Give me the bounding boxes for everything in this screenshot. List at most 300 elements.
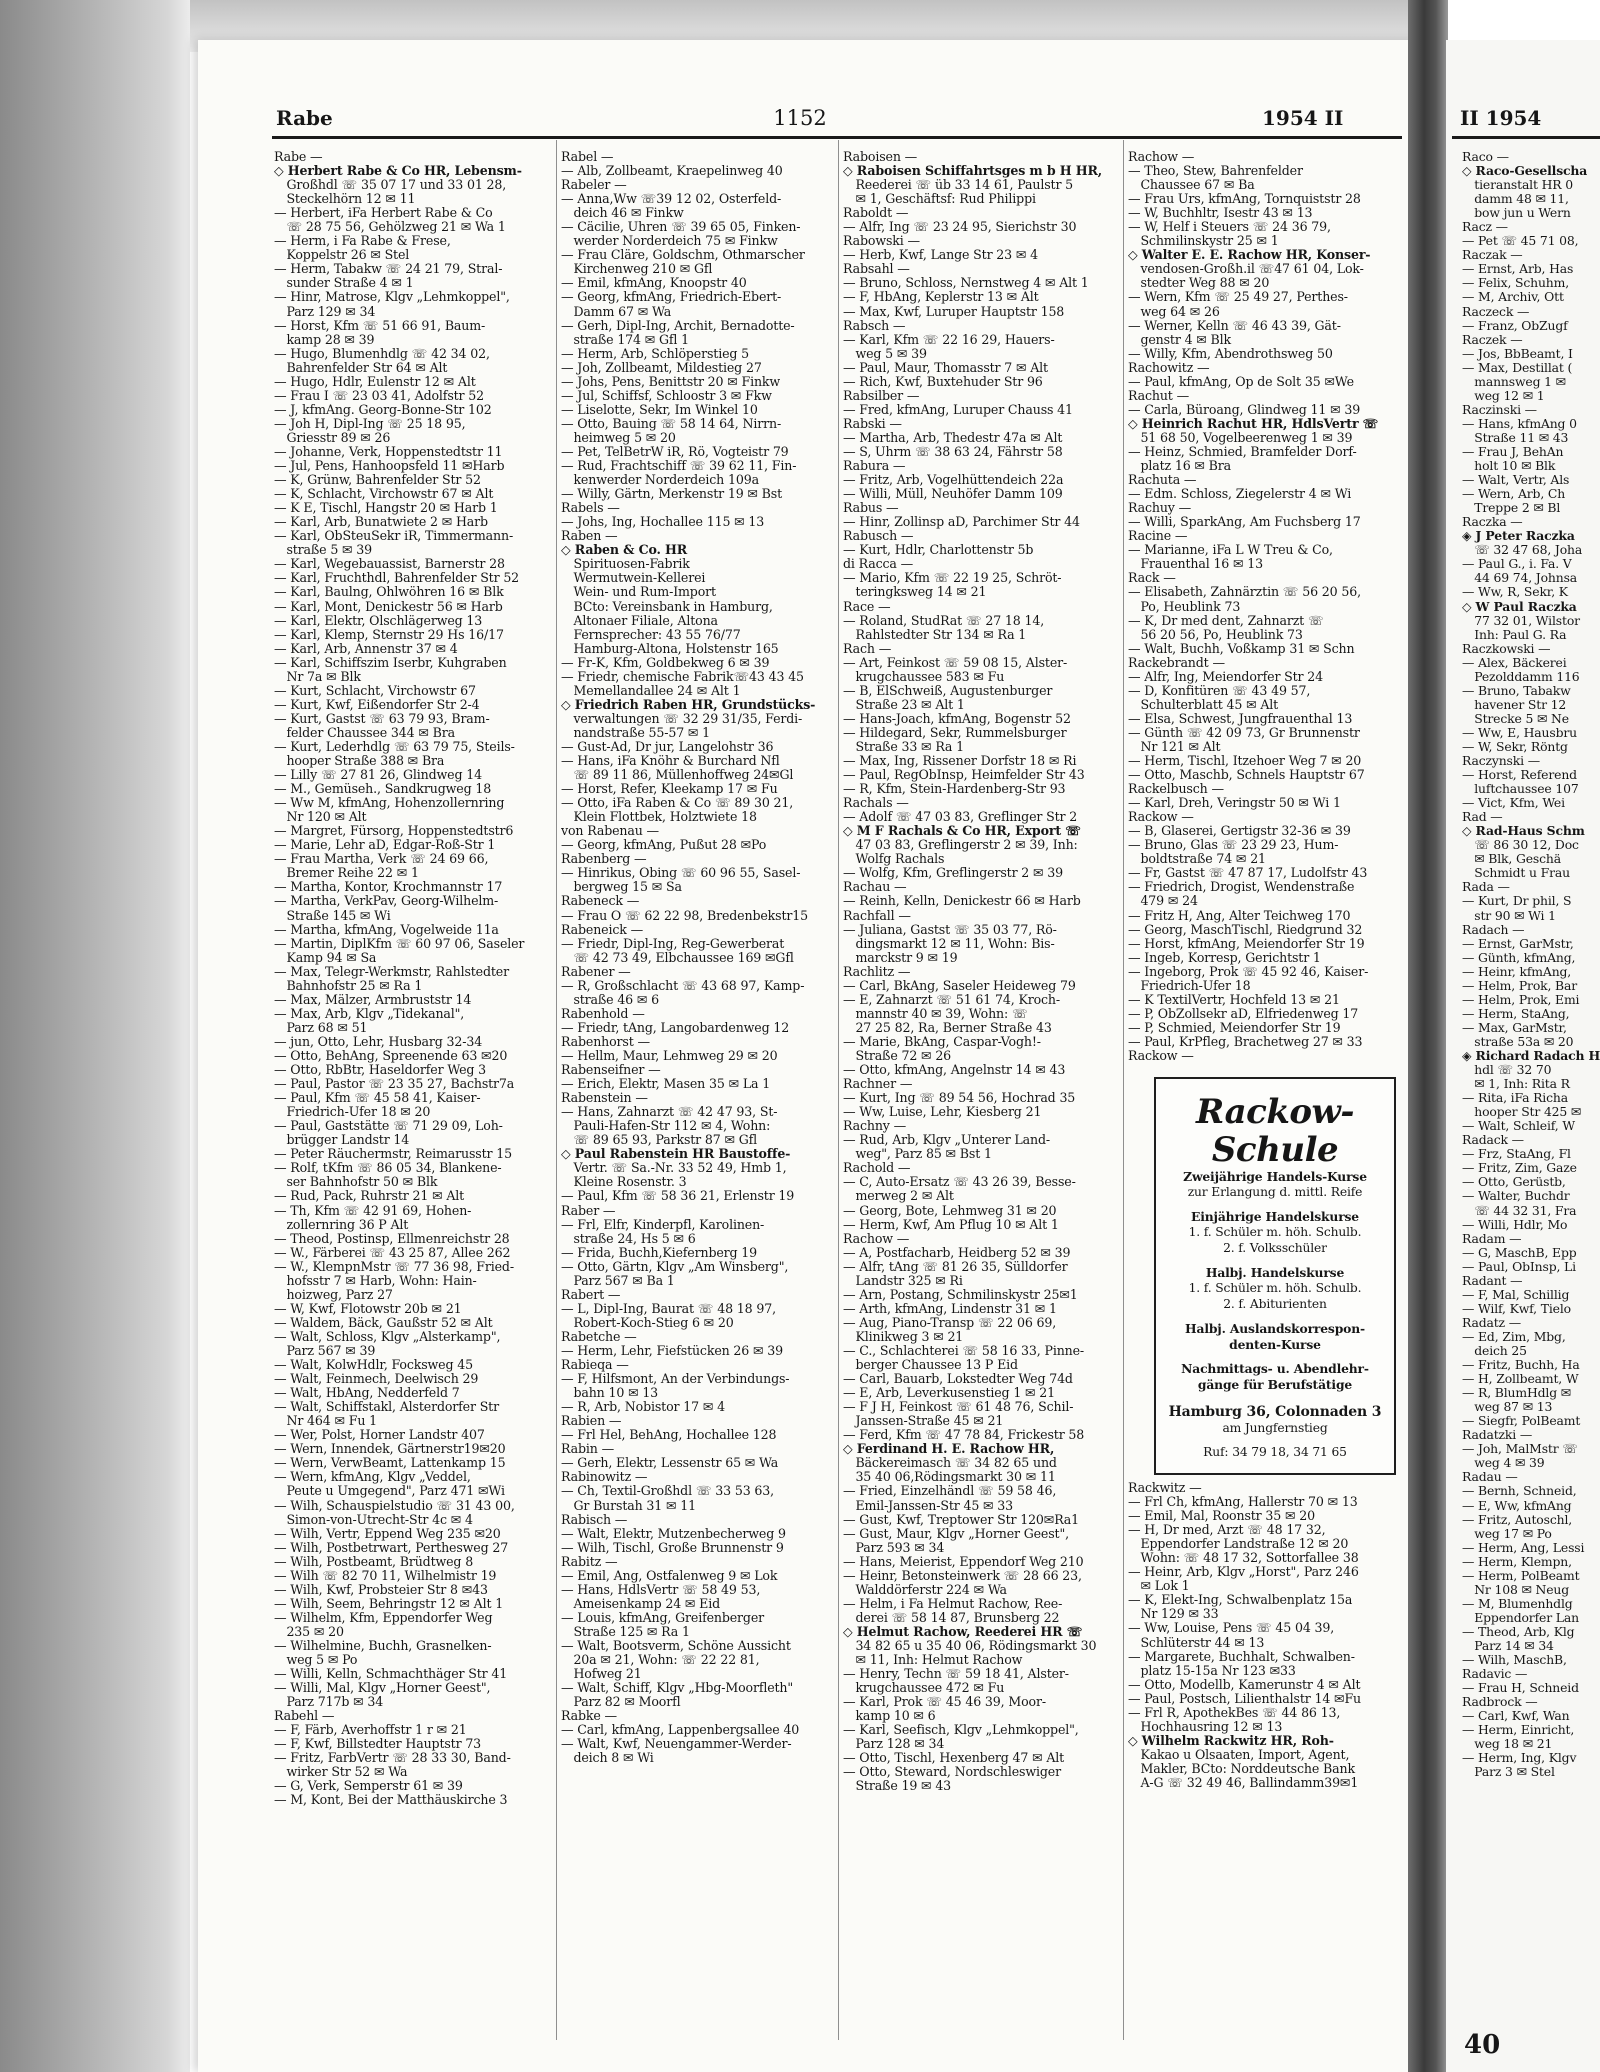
- directory-entry: Frauenthal 16 ✉ 13: [1128, 557, 1264, 572]
- directory-entry: — Georg, Bote, Lehmweg 31 ✉ 20: [843, 1203, 1057, 1218]
- directory-entry: — E, Arb, Leverkusenstieg 1 ✉ 21: [843, 1386, 1056, 1401]
- directory-entry: krugchaussee 472 ✉ Fu: [843, 1681, 1005, 1696]
- directory-entry: weg 17 ✉ Po: [1462, 1526, 1552, 1541]
- directory-entry: Kakao u Olsaaten, Import, Agent,: [1128, 1747, 1350, 1762]
- directory-entry: Inh: Paul G. Ra: [1462, 627, 1567, 642]
- directory-entry: — Emil, kfmAng, Knoopstr 40: [561, 276, 747, 291]
- directory-entry: — Rita, iFa Richa: [1462, 1091, 1568, 1106]
- directory-entry: weg 64 ✉ 26: [1128, 304, 1220, 319]
- directory-entry: Makler, BCto: Norddeutsche Bank: [1128, 1761, 1355, 1776]
- directory-entry: Bahnhofstr 25 ✉ Ra 1: [274, 978, 423, 993]
- directory-entry: — Otto, iFa Raben & Co ☏ 89 30 21,: [561, 796, 794, 811]
- surname-heading: Radam —: [1462, 1231, 1522, 1246]
- surname-heading: Rabetche —: [561, 1329, 637, 1344]
- directory-entry: — Friedr, tAng, Langobardenweg 12: [561, 1020, 790, 1035]
- firm-entry: ◇ Walter E. E. Rachow HR, Konser-: [1128, 248, 1371, 263]
- directory-entry: — Th, Kfm ☏ 42 91 69, Hohen-: [274, 1203, 472, 1218]
- directory-entry: — E, Zahnarzt ☏ 51 61 74, Kroch-: [843, 992, 1060, 1007]
- directory-entry: genstr 4 ✉ Blk: [1128, 332, 1232, 347]
- surname-heading: Rabien —: [561, 1414, 622, 1429]
- directory-entry: Steckelhörn 12 ✉ 11: [274, 192, 416, 207]
- directory-entry: Kamp 94 ✉ Sa: [274, 950, 377, 965]
- directory-entry: — F, Färb, Averhoffstr 1 r ✉ 21: [274, 1723, 467, 1738]
- directory-entry: brügger Landstr 14: [274, 1133, 410, 1148]
- running-head-right: 1954 II: [1262, 106, 1344, 130]
- directory-entry: Klein Flottbek, Holztwiete 18: [561, 810, 757, 825]
- surname-heading: Rabke —: [561, 1709, 617, 1724]
- surname-heading: Rackwitz —: [1128, 1481, 1202, 1496]
- firm-entry: ◇ Herbert Rabe & Co HR, Lebensm-: [274, 164, 522, 179]
- directory-entry: — Horst, kfmAng, Meiendorfer Str 19: [1128, 936, 1365, 951]
- directory-entry: Nr 120 ✉ Alt: [274, 810, 367, 825]
- surname-heading: Rabieqa —: [561, 1358, 629, 1373]
- directory-entry: — Frl Ch, kfmAng, Hallerstr 70 ✉ 13: [1128, 1495, 1358, 1510]
- ad-course-line: 2. f. Volksschüler: [1223, 1240, 1327, 1255]
- directory-entry: 20a ✉ 21, Wohn: ☏ 22 22 81,: [561, 1653, 760, 1668]
- firm-entry: ◇ Rad-Haus Schm: [1462, 824, 1585, 839]
- directory-entry: — Bruno, Glas ☏ 23 29 23, Hum-: [1128, 838, 1339, 853]
- directory-entry: — Wern, kfmAng, Klgv „Veddel,: [274, 1470, 471, 1485]
- directory-entry: — K, Elekt-Ing, Schwalbenplatz 15a: [1128, 1593, 1353, 1608]
- directory-entry: Bahrenfelder Str 64 ✉ Alt: [274, 360, 448, 375]
- directory-entry: — Karl, Seefisch, Klgv „Lehmkoppel",: [843, 1723, 1079, 1738]
- directory-entry: Wein- und Rum-Import: [561, 585, 716, 600]
- ad-course-line: Einjährige Handelskurse: [1191, 1209, 1359, 1225]
- directory-entry: hooper Straße 388 ✉ Bra: [274, 754, 445, 769]
- directory-entry: — Ernst, GarMstr,: [1462, 936, 1574, 951]
- directory-entry: — Pet, TelBetrW iR, Rö, Vogteistr 79: [561, 444, 789, 459]
- directory-entry: Parz 14 ✉ 34: [1462, 1638, 1554, 1653]
- directory-entry: — E, Ww, kfmAng: [1462, 1498, 1572, 1513]
- directory-entry: — Herm, Arb, Schlöperstieg 5: [561, 346, 750, 361]
- surname-heading: Race —: [843, 599, 891, 614]
- directory-entry: — Friedr, chemische Fabrik☏43 43 45: [561, 669, 804, 684]
- ad-address: Hamburg 36, Colonnaden 3: [1168, 1403, 1382, 1420]
- surname-heading: Rachau —: [843, 880, 907, 895]
- directory-entry: Po, Heublink 73: [1128, 599, 1241, 614]
- directory-entry: krugchaussee 583 ✉ Fu: [843, 669, 1005, 684]
- directory-entry: — H, Zollbeamt, W: [1462, 1372, 1579, 1387]
- directory-entry: Hamburg-Altona, Holstenstr 165: [561, 641, 779, 656]
- directory-entry: — H, Dr med, Arzt ☏ 48 17 32,: [1128, 1523, 1326, 1538]
- directory-entry: Bäckereimasch ☏ 34 82 65 und: [843, 1456, 1057, 1471]
- directory-entry: — Elisabeth, Zahnärztin ☏ 56 20 56,: [1128, 585, 1361, 600]
- directory-entry: — Helm, i Fa Helmut Rachow, Ree-: [843, 1596, 1063, 1611]
- directory-entry: — Frl R, ApothekBes ☏ 44 86 13,: [1128, 1705, 1341, 1720]
- surname-heading: Rackelbusch —: [1128, 782, 1224, 797]
- directory-entry: — Bruno, Schloss, Nernstweg 4 ✉ Alt 1: [843, 276, 1089, 291]
- directory-entry: — Max, GarMstr,: [1462, 1020, 1567, 1035]
- surname-heading: Rabinowitz —: [561, 1470, 648, 1485]
- directory-entry: — Kurt, Hdlr, Charlottenstr 5b: [843, 543, 1034, 558]
- next-page-footer-number: 40: [1464, 2030, 1501, 2060]
- directory-entry: — Frida, Buchh,Kiefernberg 19: [561, 1245, 758, 1260]
- directory-entry: — Ingeborg, Prok ☏ 45 92 46, Kaiser-: [1128, 964, 1369, 979]
- directory-entry: 35 40 06,Rödingsmarkt 30 ✉ 11: [843, 1470, 1056, 1485]
- directory-entry: — Karl, Baulng, Ohlwöhren 16 ✉ Blk: [274, 585, 504, 600]
- directory-entry: — Herb, Kwf, Lange Str 23 ✉ 4: [843, 248, 1038, 263]
- directory-entry: — Heinr, Betonsteinwerk ☏ 28 66 23,: [843, 1568, 1082, 1583]
- directory-entry: — Peter Räuchermstr, Reimarusstr 15: [274, 1147, 512, 1162]
- directory-entry: — R, Kfm, Stein-Hardenberg-Str 93: [843, 782, 1066, 797]
- ad-title-line-2: Schule: [1211, 1130, 1339, 1171]
- directory-entry: — Willi, SparkAng, Am Fuchsberg 17: [1128, 515, 1361, 530]
- directory-entry: — Wilh ☏ 82 70 11, Wilhelmistr 19: [274, 1568, 497, 1583]
- directory-entry: — Herm, Lehr, Fiefstücken 26 ✉ 39: [561, 1343, 783, 1358]
- directory-entry: bow jun u Wern: [1462, 206, 1571, 221]
- directory-entry: — G, MaschB, Epp: [1462, 1245, 1577, 1260]
- surname-heading: Raboisen —: [843, 150, 918, 164]
- directory-entry: Straße 145 ✉ Wi: [274, 908, 391, 923]
- directory-entry: — Paul, Gaststätte ☏ 71 29 09, Loh-: [274, 1119, 503, 1134]
- directory-entry: — Fr-K, Kfm, Goldbekweg 6 ✉ 39: [561, 655, 770, 670]
- directory-entry: — Wern, VerwBeamt, Lattenkamp 15: [274, 1456, 506, 1471]
- directory-entry: — B, Glaserei, Gertigstr 32-36 ✉ 39: [1128, 824, 1351, 839]
- directory-entry: — D, Konfitüren ☏ 43 49 57,: [1128, 683, 1311, 698]
- directory-entry: Parz 129 ✉ 34: [274, 304, 376, 319]
- directory-entry: — Wern, Innendek, Gärtnerstr19✉20: [274, 1442, 506, 1457]
- directory-entry: Nr 7a ✉ Blk: [274, 669, 361, 684]
- directory-entry: — Hugo, Blumenhdlg ☏ 42 34 02,: [274, 346, 490, 361]
- header-rule: [272, 136, 1402, 139]
- directory-entry: ✉ Lok 1: [1128, 1579, 1190, 1594]
- directory-entry: ☏ 28 75 56, Gehölzweg 21 ✉ Wa 1: [274, 220, 506, 235]
- directory-entry: — P, ObZollsekr aD, Elfriedenweg 17: [1128, 1006, 1359, 1021]
- directory-entry: — Karl, Arb, Bunatwiete 2 ✉ Harb: [274, 515, 488, 530]
- column-divider: [838, 140, 839, 2040]
- directory-entry: BCto: Vereinsbank in Hamburg,: [561, 599, 773, 614]
- directory-entry: — Rud, Arb, Klgv „Unterer Land-: [843, 1133, 1050, 1148]
- surname-heading: Rabenhorst —: [561, 1034, 650, 1049]
- directory-entry: — Herm, Klempn,: [1462, 1554, 1572, 1569]
- directory-entry: Nr 108 ✉ Neug: [1462, 1582, 1569, 1597]
- directory-entry: straße 5 ✉ 39: [274, 543, 373, 558]
- directory-entry: — Wern, Kfm ☏ 25 49 27, Perthes-: [1128, 290, 1348, 305]
- surname-heading: Rack —: [1128, 571, 1176, 586]
- directory-entry: — Wilh, MaschB,: [1462, 1653, 1567, 1668]
- directory-entry: zollernring 36 P Alt: [274, 1217, 409, 1232]
- directory-entry: Hofweg 21: [561, 1667, 642, 1682]
- directory-entry: — W., KlempnMstr ☏ 77 36 98, Fried-: [274, 1259, 514, 1274]
- rackow-schule-advertisement: [1154, 1077, 1396, 1475]
- directory-entry: — Ch, Textil-Großhdl ☏ 33 53 63,: [561, 1484, 775, 1499]
- directory-entry: Parz 82 ✉ Moorfl: [561, 1695, 681, 1710]
- directory-entry: — Carl, Bauarb, Lokstedter Weg 74d: [843, 1372, 1073, 1387]
- directory-entry: vendosen-Großh.il ☏47 61 04, Lok-: [1128, 262, 1364, 277]
- directory-entry: kenwerder Norderdeich 109a: [561, 473, 759, 488]
- page-number: 1152: [773, 106, 827, 130]
- directory-entry: — Erich, Elektr, Masen 35 ✉ La 1: [561, 1077, 771, 1092]
- directory-entry: — Paul, Postsch, Lilienthalstr 14 ✉Fu: [1128, 1691, 1362, 1706]
- directory-entry: tieranstalt HR 0: [1462, 178, 1573, 193]
- directory-entry: — Horst, Refer, Kleekamp 17 ✉ Fu: [561, 782, 778, 797]
- directory-entry: ✉ 1, Inh: Rita R: [1462, 1077, 1570, 1092]
- directory-entry: — Max, Kwf, Luruper Hauptstr 158: [843, 304, 1065, 319]
- column-4-bottom-entries: [1128, 1481, 1400, 1790]
- directory-entry: — Ferd, Kfm ☏ 47 78 84, Frickestr 58: [843, 1428, 1085, 1443]
- directory-entry: Friedrich-Ufer 18: [1128, 978, 1251, 993]
- surname-heading: Rabski —: [843, 416, 902, 431]
- directory-entry: — Wilh, Schauspielstudio ☏ 31 43 00,: [274, 1498, 515, 1513]
- directory-entry: — Frl Hel, BehAng, Hochallee 128: [561, 1428, 777, 1443]
- directory-entry: — Willy, Gärtn, Merkenstr 19 ✉ Bst: [561, 487, 782, 502]
- directory-entry: Schlüterstr 44 ✉ 13: [1128, 1635, 1265, 1650]
- directory-entry: — Otto, Bauing ☏ 58 14 64, Nirrn-: [561, 416, 782, 431]
- ad-course-line: Nachmittags- u. Abendlehr-: [1181, 1360, 1369, 1376]
- surname-heading: Rachny —: [843, 1119, 907, 1134]
- directory-entry: — Siegfr, PolBeamt: [1462, 1414, 1581, 1429]
- directory-entry: — Ingeb, Korresp, Gerichtstr 1: [1128, 950, 1321, 965]
- scan-left-margin: [0, 0, 190, 2072]
- directory-entry: Simon-von-Utrecht-Str 4c ✉ 4: [274, 1512, 473, 1527]
- directory-entry: — Adolf ☏ 47 03 83, Greflinger Str 2: [843, 810, 1078, 825]
- directory-entry: — Carla, Büroang, Glindweg 11 ✉ 39: [1128, 402, 1361, 417]
- directory-entry: mannstr 40 ✉ 39, Wohn: ☏: [843, 1006, 1028, 1021]
- directory-entry: Peute u Umgegend", Parz 471 ✉Wi: [274, 1484, 505, 1499]
- directory-entry: — jun, Otto, Lehr, Husbarg 32-34: [274, 1034, 483, 1049]
- directory-entry: 51 68 50, Vogelbeerenweg 1 ✉ 39: [1128, 430, 1353, 445]
- directory-entry: Damm 67 ✉ Wa: [561, 304, 672, 319]
- directory-entry: — Jul, Pens, Hanhoopsfeld 11 ✉Harb: [274, 459, 505, 474]
- ad-course-line: 2. f. Abiturienten: [1223, 1296, 1327, 1311]
- surname-heading: Rachlitz —: [843, 964, 911, 979]
- directory-entry: Reederei ☏ üb 33 14 61, Paulstr 5: [843, 178, 1074, 193]
- directory-column-1: [274, 150, 550, 2050]
- surname-heading: Racz —: [1462, 220, 1508, 235]
- directory-entry: — Ww, Louise, Pens ☏ 45 04 39,: [1128, 1621, 1335, 1636]
- firm-entry: ◇ M F Rachals & Co HR, Export ☏: [843, 824, 1081, 839]
- directory-entry: — Lilly ☏ 27 81 26, Glindweg 14: [274, 768, 482, 783]
- directory-entry: Straße 11 ✉ 43: [1462, 430, 1569, 445]
- directory-entry: — Karl, Kfm ☏ 22 16 29, Hauers-: [843, 332, 1055, 347]
- directory-entry: Eppendorfer Landstraße 12 ✉ 20: [1128, 1537, 1349, 1552]
- directory-entry: weg 5 ✉ 39: [843, 346, 927, 361]
- surname-heading: Radach —: [1462, 922, 1525, 937]
- directory-entry: — Alfr, Ing, Meiendorfer Str 24: [1128, 669, 1324, 684]
- directory-entry: — Frl, Elfr, Kinderpfl, Karolinen-: [561, 1217, 765, 1232]
- directory-entry: ✉ 11, Inh: Helmut Rachow: [843, 1653, 1023, 1668]
- directory-entry: Memellandallee 24 ✉ Alt 1: [561, 683, 741, 698]
- directory-entry: — Max, Arb, Klgv „Tidekanal",: [274, 1006, 465, 1021]
- directory-entry: — Fred, kfmAng, Luruper Chauss 41: [843, 402, 1073, 417]
- directory-entry: Pezolddamm 116: [1462, 669, 1580, 684]
- directory-entry: — K, Schlacht, Virchowstr 67 ✉ Alt: [274, 487, 494, 502]
- directory-entry: Großhdl ☏ 35 07 17 und 33 01 28,: [274, 178, 507, 193]
- directory-entry: — Martha, Kontor, Krochmannstr 17: [274, 880, 503, 895]
- directory-entry: — Bernh, Schneid,: [1462, 1484, 1577, 1499]
- firm-entry: ◇ Raben & Co. HR: [561, 543, 688, 558]
- directory-entry: — Wilf, Kwf, Tielo: [1462, 1301, 1571, 1316]
- directory-entry: — R, BlumHdlg ✉: [1462, 1386, 1572, 1401]
- directory-entry: — Juliana, Gastst ☏ 35 03 77, Rö-: [843, 922, 1057, 937]
- column-divider: [1123, 140, 1124, 2040]
- directory-entry: — Hans, iFa Knöhr & Burchard Nfl: [561, 754, 780, 769]
- directory-entry: — G, Verk, Semperstr 61 ✉ 39: [274, 1779, 463, 1794]
- directory-entry: — Frz, StaAng, Fl: [1462, 1147, 1571, 1162]
- directory-entry: straße 24, Hs 5 ✉ 6: [561, 1231, 696, 1246]
- firm-entry: ◇ W Paul Raczka: [1462, 599, 1577, 614]
- directory-entry: — Karl, Prok ☏ 45 46 39, Moor-: [843, 1695, 1046, 1710]
- directory-entry: — Hinr, Zollinsp aD, Parchimer Str 44: [843, 515, 1080, 530]
- surname-heading: Rada —: [1462, 880, 1510, 895]
- directory-entry: — M, Blumenhdlg: [1462, 1596, 1573, 1611]
- directory-entry: ☏ 86 30 12, Doc: [1462, 838, 1579, 853]
- surname-heading: Raber —: [561, 1203, 616, 1218]
- ad-course-lines: [1164, 1169, 1386, 1393]
- directory-entry: — Paul, Pastor ☏ 23 35 27, Bachstr7a: [274, 1077, 515, 1092]
- directory-entry: — Heinz, Schmied, Bramfelder Dorf-: [1128, 444, 1357, 459]
- directory-entry: werder Norderdeich 75 ✉ Finkw: [561, 234, 778, 249]
- directory-entry: — Max, Destillat (: [1462, 360, 1573, 375]
- directory-entry: merweg 2 ✉ Alt: [843, 1189, 954, 1204]
- ad-title: Rackow-: [1196, 1092, 1354, 1133]
- directory-entry: Emil-Janssen-Str 45 ✉ 33: [843, 1498, 1014, 1513]
- directory-entry: — Herbert, iFa Herbert Rabe & Co: [274, 206, 493, 221]
- directory-entry: — Frau Martha, Verk ☏ 24 69 66,: [274, 852, 489, 867]
- directory-entry: — Helm, Prok, Emi: [1462, 992, 1580, 1007]
- directory-entry: — Fried, Einzelhändl ☏ 59 58 46,: [843, 1484, 1057, 1499]
- surname-heading: Raczinski —: [1462, 402, 1537, 417]
- surname-heading: Rachuta —: [1128, 473, 1197, 488]
- directory-entry: — Otto, BehAng, Spreenende 63 ✉20: [274, 1049, 508, 1063]
- directory-entry: mannsweg 1 ✉: [1462, 374, 1566, 389]
- ad-course-line: zur Erlangung d. mittl. Reife: [1187, 1185, 1363, 1200]
- surname-heading: Rabenhold —: [561, 1006, 645, 1021]
- directory-entry: weg", Parz 85 ✉ Bst 1: [843, 1147, 992, 1162]
- directory-entry: — Kurt, Gastst ☏ 63 79 93, Bram-: [274, 711, 490, 726]
- directory-entry: — F, Hilfsmont, An der Verbindungs-: [561, 1372, 790, 1387]
- directory-entry: — Hans, Meierist, Eppendorf Weg 210: [843, 1554, 1084, 1569]
- directory-entry: — Fritz H, Ang, Alter Teichweg 170: [1128, 908, 1351, 923]
- directory-entry: hofsstr 7 ✉ Harb, Wohn: Hain-: [274, 1273, 477, 1288]
- directory-entry: Treppe 2 ✉ Bl: [1462, 501, 1561, 516]
- directory-entry: — Margret, Fürsorg, Hoppenstedtstr6: [274, 824, 514, 839]
- directory-entry: — Heinr, Arb, Klgv „Horst", Parz 246: [1128, 1565, 1359, 1580]
- ad-course-line: 1. f. Schüler m. höh. Schulb.: [1188, 1225, 1362, 1239]
- directory-entry: — Reinh, Kelln, Denickestr 66 ✉ Harb: [843, 894, 1081, 909]
- directory-entry: 44 69 74, Johnsa: [1462, 571, 1578, 586]
- directory-entry: — Martin, DiplKfm ☏ 60 97 06, Saseler: [274, 936, 525, 951]
- directory-entry: — Karl, Mont, Denickestr 56 ✉ Harb: [274, 599, 503, 614]
- directory-entry: 27 25 82, Ra, Berner Straße 43: [843, 1020, 1052, 1035]
- directory-entry: weg 5 ✉ Po: [274, 1653, 358, 1668]
- directory-entry: — Gust, Maur, Klgv „Horner Geest",: [843, 1526, 1069, 1541]
- directory-entry: — Wilh, Postbeamt, Brüdtweg 8: [274, 1554, 474, 1569]
- directory-entry: — Johs, Pens, Benittstr 20 ✉ Finkw: [561, 374, 781, 389]
- directory-entry: — Cäcilie, Uhren ☏ 39 65 05, Finken-: [561, 220, 801, 235]
- surname-heading: Radavic —: [1462, 1667, 1528, 1682]
- directory-entry: damm 48 ✉ 11,: [1462, 192, 1569, 207]
- directory-entry: — Herm, Ing, Klgv: [1462, 1751, 1577, 1766]
- directory-entry: — Ernst, Arb, Has: [1462, 262, 1574, 277]
- directory-entry: havener Str 12: [1462, 697, 1567, 712]
- directory-entry: Parz 3 ✉ Stel: [1462, 1765, 1555, 1780]
- directory-entry: Friedrich-Ufer 18 ✉ 20: [274, 1105, 431, 1120]
- directory-entry: — Herm, Tischl, Itzehoer Weg 7 ✉ 20: [1128, 754, 1362, 769]
- directory-entry: — Hans-Joach, kfmAng, Bogenstr 52: [843, 711, 1071, 726]
- surname-heading: Raczak —: [1462, 248, 1523, 263]
- ad-course-line: 1. f. Schüler m. höh. Schulb.: [1188, 1280, 1362, 1295]
- directory-entry: — M., Gemüseh., Sandkrugweg 18: [274, 782, 492, 797]
- directory-entry: — Martha, VerkPav, Georg-Wilhelm-: [274, 894, 499, 909]
- directory-entry: — Heinr, kfmAng,: [1462, 964, 1572, 979]
- directory-entry: — Frau O ☏ 62 22 98, Bredenbekstr15: [561, 908, 808, 923]
- surname-heading: Raczkowski —: [1462, 641, 1551, 656]
- directory-entry: — Gust-Ad, Dr jur, Langelohstr 36: [561, 739, 774, 754]
- surname-heading: Rabus —: [843, 501, 899, 516]
- directory-entry: — Walt, KolwHdlr, Focksweg 45: [274, 1358, 473, 1373]
- directory-entry: — Ed, Zim, Mbg,: [1462, 1329, 1566, 1344]
- next-page-running-head: II 1954: [1460, 106, 1542, 130]
- firm-entry: ◈ J Peter Raczka: [1462, 529, 1575, 544]
- surname-heading: Raczynski —: [1462, 754, 1540, 769]
- directory-entry: — C., Schlachterei ☏ 58 16 33, Pinne-: [843, 1343, 1085, 1358]
- directory-entry: ☏ 89 11 86, Müllenhoffweg 24✉Gl: [561, 768, 794, 783]
- directory-entry: Straße 125 ✉ Ra 1: [561, 1624, 690, 1639]
- directory-entry: Parz 68 ✉ 51: [274, 1020, 368, 1035]
- directory-entry: ✉ 1, Geschäftsf: Rud Philippi: [843, 192, 1036, 207]
- directory-entry: — Herm, i Fa Rabe & Frese,: [274, 234, 451, 249]
- surname-heading: Rabeneck —: [561, 894, 640, 909]
- directory-entry: — B, ElSchweiß, Augustenburger: [843, 683, 1053, 698]
- directory-entry: — Fritz, FarbVertr ☏ 28 33 30, Band-: [274, 1751, 511, 1766]
- directory-entry: — Liselotte, Sekr, Im Winkel 10: [561, 402, 758, 417]
- directory-entry: derei ☏ 58 14 87, Brunsberg 22: [843, 1610, 1060, 1625]
- firm-entry: ◇ Helmut Rachow, Reederei HR ☏: [843, 1624, 1083, 1639]
- directory-entry: — Marianne, iFa L W Treu & Co,: [1128, 543, 1333, 558]
- firm-entry: ◇ Heinrich Rachut HR, HdlsVertr ☏: [1128, 416, 1379, 431]
- firm-entry: ◇ Wilhelm Rackwitz HR, Roh-: [1128, 1733, 1334, 1748]
- surname-heading: Radack —: [1462, 1133, 1524, 1148]
- directory-entry: Straße 33 ✉ Ra 1: [843, 739, 965, 754]
- directory-entry: — Walt, Bootsverm, Schöne Aussicht: [561, 1638, 791, 1653]
- surname-heading: Raben —: [561, 529, 618, 544]
- directory-entry: 47 03 83, Greflingerstr 2 ✉ 39, Inh:: [843, 838, 1078, 853]
- directory-entry: 479 ✉ 24: [1128, 894, 1198, 909]
- directory-entry: — Alfr, tAng ☏ 81 26 35, Sülldorfer: [843, 1259, 1068, 1274]
- directory-entry: Straße 23 ✉ Alt 1: [843, 697, 965, 712]
- directory-entry: — Walt, HbAng, Nedderfeld 7: [274, 1386, 460, 1401]
- directory-entry: — Karl, Schiffszim Iserbr, Kuhgraben: [274, 655, 507, 670]
- directory-entry: — Hinr, Matrose, Klgv „Lehmkoppel",: [274, 290, 510, 305]
- directory-entry: — Theod, Arb, Klg: [1462, 1624, 1575, 1639]
- directory-entry: — Roland, StudRat ☏ 27 18 14,: [843, 613, 1045, 628]
- directory-entry: — Max, Mälzer, Armbruststr 14: [274, 992, 472, 1007]
- surname-heading: Rachow —: [843, 1231, 910, 1246]
- directory-entry: — Max, Telegr-Werkmstr, Rahlstedter: [274, 964, 509, 979]
- directory-entry: — Walt, Feinmech, Deelwisch 29: [274, 1372, 479, 1387]
- surname-heading: Raboldt —: [843, 206, 909, 221]
- directory-entry: — Martha, kfmAng, Vogelweide 11a: [274, 922, 499, 937]
- directory-entry: — Fritz, Arb, Vogelhüttendeich 22a: [843, 473, 1064, 488]
- directory-entry: — L, Dipl-Ing, Baurat ☏ 48 18 97,: [561, 1301, 776, 1316]
- directory-entry: Parz 567 ✉ 39: [274, 1343, 376, 1358]
- directory-entry: — R, Großschlacht ☏ 43 68 97, Kamp-: [561, 978, 805, 993]
- directory-entry: Ameisenkamp 24 ✉ Eid: [561, 1596, 721, 1611]
- firm-entry: ◈ Richard Radach H: [1462, 1049, 1600, 1063]
- directory-entry: — Kurt, Kwf, Eißendorfer Str 2-4: [274, 697, 480, 712]
- directory-entry: — Wilh, Postbetrwart, Perthesweg 27: [274, 1540, 509, 1555]
- directory-entry: — Georg, kfmAng, Pußut 28 ✉Po: [561, 838, 767, 853]
- directory-entry: Wermutwein-Kellerei: [561, 571, 706, 586]
- directory-entry: — M, Archiv, Ott: [1462, 290, 1564, 305]
- directory-entry: — Pet ☏ 45 71 08,: [1462, 234, 1579, 249]
- ad-course-line: gänge für Berufstätige: [1197, 1376, 1353, 1392]
- directory-entry: — Herm, Einricht,: [1462, 1723, 1575, 1738]
- directory-entry: Spirituosen-Fabrik: [561, 557, 690, 572]
- directory-entry: — Vict, Kfm, Wei: [1462, 796, 1565, 811]
- directory-entry: — Fritz, Autoschl,: [1462, 1512, 1573, 1527]
